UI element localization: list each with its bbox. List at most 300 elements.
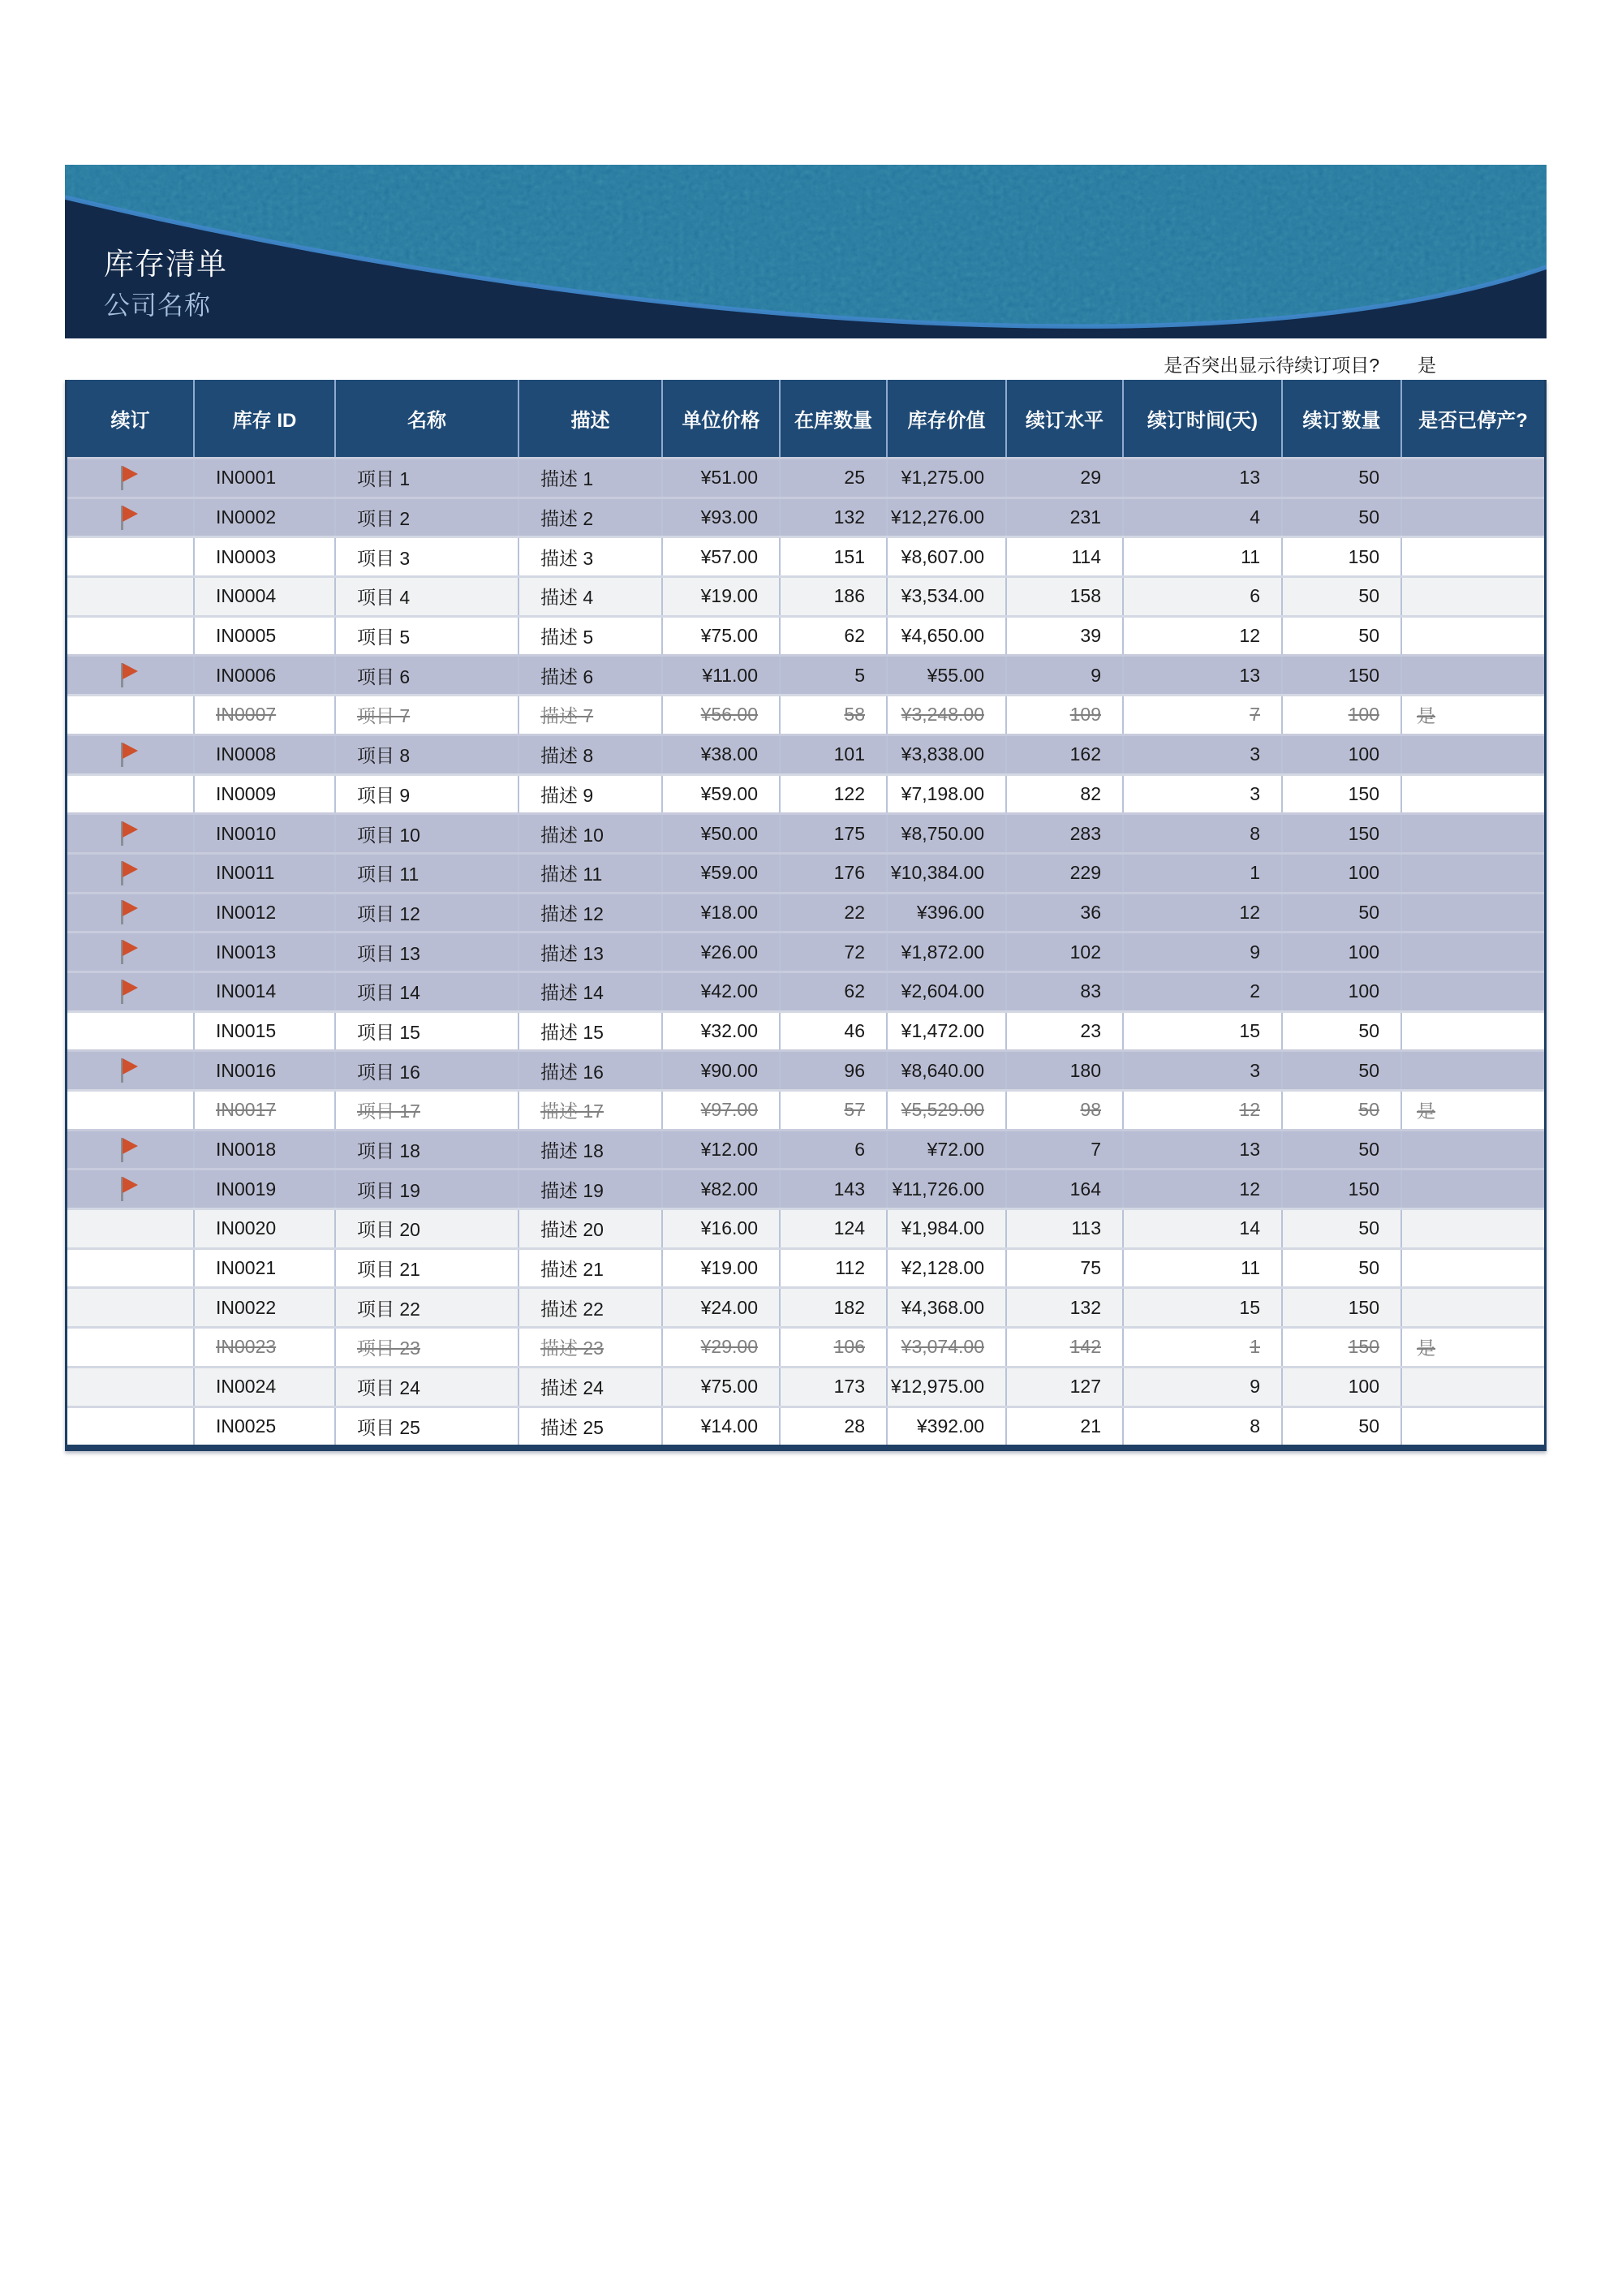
reorder-days-cell[interactable]: 15 xyxy=(1124,1013,1283,1050)
name-cell[interactable]: 项目 12 xyxy=(336,894,519,932)
discontinued-cell[interactable] xyxy=(1402,776,1544,813)
reorder-qty-cell[interactable]: 150 xyxy=(1283,815,1402,852)
inventory-value-cell[interactable]: ¥3,074.00 xyxy=(888,1329,1007,1366)
inventory-id-cell[interactable]: IN0020 xyxy=(195,1210,336,1247)
reorder-qty-cell[interactable]: 50 xyxy=(1283,894,1402,932)
inventory-id-cell[interactable]: IN0019 xyxy=(195,1170,336,1208)
reorder-qty-cell[interactable]: 50 xyxy=(1283,1210,1402,1247)
reorder-level-cell[interactable]: 23 xyxy=(1007,1013,1124,1050)
unit-price-cell[interactable]: ¥14.00 xyxy=(663,1408,781,1445)
reorder-days-cell[interactable]: 6 xyxy=(1124,578,1283,615)
name-cell[interactable]: 项目 1 xyxy=(336,459,519,497)
description-cell[interactable]: 描述 23 xyxy=(519,1329,663,1366)
discontinued-cell[interactable] xyxy=(1402,933,1544,971)
inventory-value-cell[interactable]: ¥1,984.00 xyxy=(888,1210,1007,1247)
discontinued-cell[interactable] xyxy=(1402,1368,1544,1406)
description-cell[interactable]: 描述 12 xyxy=(519,894,663,932)
qty-in-stock-cell[interactable]: 132 xyxy=(781,499,888,536)
qty-in-stock-cell[interactable]: 124 xyxy=(781,1210,888,1247)
reorder-days-cell[interactable]: 7 xyxy=(1124,696,1283,734)
inventory-id-cell[interactable]: IN0004 xyxy=(195,578,336,615)
reorder-level-cell[interactable]: 7 xyxy=(1007,1131,1124,1169)
reorder-flag-cell[interactable] xyxy=(67,1013,195,1050)
reorder-flag-cell[interactable] xyxy=(67,459,195,497)
reorder-level-cell[interactable]: 142 xyxy=(1007,1329,1124,1366)
reorder-qty-cell[interactable]: 50 xyxy=(1283,1408,1402,1445)
table-row xyxy=(67,1247,1544,1287)
unit-price-cell[interactable]: ¥90.00 xyxy=(663,1052,781,1089)
inventory-value-cell[interactable]: ¥10,384.00 xyxy=(888,855,1007,892)
qty-in-stock-cell[interactable]: 182 xyxy=(781,1289,888,1326)
name-cell[interactable]: 项目 21 xyxy=(336,1250,519,1287)
inventory-value-cell[interactable]: ¥1,472.00 xyxy=(888,1013,1007,1050)
discontinued-cell[interactable] xyxy=(1402,499,1544,536)
qty-in-stock-cell[interactable]: 173 xyxy=(781,1368,888,1406)
reorder-level-cell[interactable]: 83 xyxy=(1007,973,1124,1010)
description-cell[interactable]: 描述 7 xyxy=(519,696,663,734)
highlight-toggle-value[interactable]: 是 xyxy=(1418,355,1436,376)
reorder-qty-cell[interactable]: 150 xyxy=(1283,1289,1402,1326)
banner-art xyxy=(65,165,1547,338)
description-cell[interactable]: 描述 14 xyxy=(519,973,663,1010)
inventory-value-cell[interactable]: ¥396.00 xyxy=(888,894,1007,932)
discontinued-cell[interactable]: 是 xyxy=(1417,705,1435,727)
discontinued-cell[interactable] xyxy=(1402,1013,1544,1050)
reorder-days-cell[interactable]: 8 xyxy=(1124,815,1283,852)
reorder-qty-cell[interactable]: 50 xyxy=(1283,1052,1402,1089)
qty-in-stock-cell[interactable]: 112 xyxy=(781,1250,888,1287)
unit-price-cell[interactable]: ¥19.00 xyxy=(663,578,781,615)
inventory-id-cell[interactable]: IN0012 xyxy=(195,894,336,932)
unit-price-cell[interactable]: ¥59.00 xyxy=(663,776,781,813)
name-cell[interactable]: 项目 19 xyxy=(336,1170,519,1208)
reorder-qty-cell[interactable]: 150 xyxy=(1283,1170,1402,1208)
qty-in-stock-cell[interactable]: 6 xyxy=(781,1131,888,1169)
reorder-level-cell[interactable]: 231 xyxy=(1007,499,1124,536)
inventory-value-cell[interactable]: ¥11,726.00 xyxy=(888,1170,1007,1208)
discontinued-cell[interactable] xyxy=(1402,815,1544,852)
name-cell[interactable]: 项目 3 xyxy=(336,538,519,575)
table-row xyxy=(67,1168,1544,1208)
reorder-qty-cell[interactable]: 100 xyxy=(1283,973,1402,1010)
reorder-flag-cell[interactable] xyxy=(67,657,195,694)
reorder-days-cell[interactable]: 3 xyxy=(1124,1052,1283,1089)
inventory-value-cell[interactable]: ¥12,975.00 xyxy=(888,1368,1007,1406)
qty-in-stock-cell[interactable]: 151 xyxy=(781,538,888,575)
reorder-level-cell[interactable]: 102 xyxy=(1007,933,1124,971)
inventory-id-cell[interactable]: IN0021 xyxy=(195,1250,336,1287)
reorder-days-cell[interactable]: 12 xyxy=(1124,618,1283,655)
name-cell[interactable]: 项目 5 xyxy=(336,618,519,655)
reorder-qty-cell[interactable]: 100 xyxy=(1283,933,1402,971)
inventory-value-cell[interactable]: ¥55.00 xyxy=(888,657,1007,694)
discontinued-cell[interactable]: 是 xyxy=(1417,1101,1435,1122)
reorder-level-cell[interactable]: 9 xyxy=(1007,657,1124,694)
reorder-level-cell[interactable]: 29 xyxy=(1007,459,1124,497)
discontinued-cell[interactable] xyxy=(1402,1170,1544,1208)
name-cell[interactable]: 项目 9 xyxy=(336,776,519,813)
description-cell[interactable]: 描述 24 xyxy=(519,1368,663,1406)
reorder-qty-cell[interactable]: 100 xyxy=(1283,736,1402,773)
reorder-qty-cell[interactable]: 50 xyxy=(1283,1013,1402,1050)
reorder-flag-cell[interactable] xyxy=(67,1329,195,1366)
reorder-flag-cell[interactable] xyxy=(67,538,195,575)
reorder-qty-cell[interactable]: 50 xyxy=(1283,618,1402,655)
description-cell[interactable]: 描述 5 xyxy=(519,618,663,655)
reorder-days-cell[interactable]: 9 xyxy=(1124,1368,1283,1406)
name-cell[interactable]: 项目 15 xyxy=(336,1013,519,1050)
table-row xyxy=(67,457,1544,497)
inventory-id-cell[interactable]: IN0002 xyxy=(195,499,336,536)
col-header-inventory-value: 库存价值 xyxy=(888,380,1007,457)
inventory-value-cell[interactable]: ¥5,529.00 xyxy=(888,1092,1007,1129)
name-cell[interactable]: 项目 18 xyxy=(336,1131,519,1169)
description-cell[interactable]: 描述 18 xyxy=(519,1131,663,1169)
reorder-level-cell[interactable]: 158 xyxy=(1007,578,1124,615)
reorder-qty-cell[interactable]: 50 xyxy=(1283,459,1402,497)
reorder-qty-cell[interactable]: 150 xyxy=(1283,776,1402,813)
reorder-flag-cell[interactable] xyxy=(67,776,195,813)
reorder-level-cell[interactable]: 164 xyxy=(1007,1170,1124,1208)
reorder-flag-cell[interactable] xyxy=(67,1210,195,1247)
qty-in-stock-cell[interactable]: 28 xyxy=(781,1408,888,1445)
reorder-days-cell[interactable]: 13 xyxy=(1124,657,1283,694)
inventory-value-cell[interactable]: ¥8,607.00 xyxy=(888,538,1007,575)
unit-price-cell[interactable]: ¥42.00 xyxy=(663,973,781,1010)
description-cell[interactable]: 描述 15 xyxy=(519,1013,663,1050)
reorder-days-cell[interactable]: 1 xyxy=(1124,855,1283,892)
description-cell[interactable]: 描述 17 xyxy=(519,1092,663,1129)
name-cell[interactable]: 项目 23 xyxy=(336,1329,519,1366)
reorder-days-cell[interactable]: 12 xyxy=(1124,1170,1283,1208)
reorder-days-cell[interactable]: 9 xyxy=(1124,933,1283,971)
reorder-flag-cell[interactable] xyxy=(67,1408,195,1445)
inventory-value-cell[interactable]: ¥1,872.00 xyxy=(888,933,1007,971)
unit-price-cell[interactable]: ¥24.00 xyxy=(663,1289,781,1326)
name-cell[interactable]: 项目 17 xyxy=(336,1092,519,1129)
reorder-days-cell[interactable]: 2 xyxy=(1124,973,1283,1010)
qty-in-stock-cell[interactable]: 25 xyxy=(781,459,888,497)
table-row xyxy=(67,497,1544,536)
qty-in-stock-cell[interactable]: 122 xyxy=(781,776,888,813)
table-row xyxy=(67,1129,1544,1169)
inventory-id-cell[interactable]: IN0013 xyxy=(195,933,336,971)
discontinued-cell[interactable] xyxy=(1402,1131,1544,1169)
reorder-qty-cell[interactable]: 100 xyxy=(1283,1368,1402,1406)
description-cell[interactable]: 描述 22 xyxy=(519,1289,663,1326)
highlight-question-label: 是否突出显示待续订项目? xyxy=(1164,355,1379,376)
reorder-level-cell[interactable]: 82 xyxy=(1007,776,1124,813)
reorder-level-cell[interactable]: 113 xyxy=(1007,1210,1124,1247)
reorder-days-cell[interactable]: 3 xyxy=(1124,736,1283,773)
reorder-qty-cell[interactable]: 150 xyxy=(1283,657,1402,694)
inventory-value-cell[interactable]: ¥7,198.00 xyxy=(888,776,1007,813)
qty-in-stock-cell[interactable]: 57 xyxy=(781,1092,888,1129)
reorder-qty-cell[interactable]: 50 xyxy=(1283,1092,1402,1129)
inventory-id-cell[interactable]: IN0003 xyxy=(195,538,336,575)
reorder-qty-cell[interactable]: 150 xyxy=(1283,1329,1402,1366)
unit-price-cell[interactable]: ¥51.00 xyxy=(663,459,781,497)
discontinued-cell[interactable] xyxy=(1402,657,1544,694)
reorder-level-cell[interactable]: 75 xyxy=(1007,1250,1124,1287)
inventory-id-cell[interactable]: IN0011 xyxy=(195,855,336,892)
reorder-flag-cell[interactable] xyxy=(67,1250,195,1287)
qty-in-stock-cell[interactable]: 5 xyxy=(781,657,888,694)
unit-price-cell[interactable]: ¥82.00 xyxy=(663,1170,781,1208)
inventory-value-cell[interactable]: ¥4,368.00 xyxy=(888,1289,1007,1326)
inventory-id-cell[interactable]: IN0022 xyxy=(195,1289,336,1326)
reorder-days-cell[interactable]: 12 xyxy=(1124,894,1283,932)
inventory-id-cell[interactable]: IN0007 xyxy=(195,696,336,734)
inventory-value-cell[interactable]: ¥4,650.00 xyxy=(888,618,1007,655)
reorder-qty-cell[interactable]: 150 xyxy=(1283,538,1402,575)
discontinued-cell[interactable] xyxy=(1402,1250,1544,1287)
inventory-value-cell[interactable]: ¥72.00 xyxy=(888,1131,1007,1169)
name-cell[interactable]: 项目 20 xyxy=(336,1210,519,1247)
qty-in-stock-cell[interactable]: 22 xyxy=(781,894,888,932)
reorder-level-cell[interactable]: 229 xyxy=(1007,855,1124,892)
name-cell[interactable]: 项目 22 xyxy=(336,1289,519,1326)
inventory-id-cell[interactable]: IN0001 xyxy=(195,459,336,497)
inventory-value-cell[interactable]: ¥3,248.00 xyxy=(888,696,1007,734)
inventory-value-cell[interactable]: ¥2,128.00 xyxy=(888,1250,1007,1287)
discontinued-cell[interactable] xyxy=(1402,894,1544,932)
table-row xyxy=(67,1208,1544,1247)
inventory-id-cell[interactable]: IN0008 xyxy=(195,736,336,773)
discontinued-cell[interactable] xyxy=(1402,538,1544,575)
reorder-flag-cell[interactable] xyxy=(67,1368,195,1406)
reorder-days-cell[interactable]: 12 xyxy=(1124,1092,1283,1129)
reorder-flag-cell[interactable] xyxy=(67,578,195,615)
table-row xyxy=(67,575,1544,615)
unit-price-cell[interactable]: ¥29.00 xyxy=(663,1329,781,1366)
qty-in-stock-cell[interactable]: 58 xyxy=(781,696,888,734)
reorder-days-cell[interactable]: 14 xyxy=(1124,1210,1283,1247)
qty-in-stock-cell[interactable]: 143 xyxy=(781,1170,888,1208)
discontinued-cell[interactable] xyxy=(1402,1289,1544,1326)
name-cell[interactable]: 项目 10 xyxy=(336,815,519,852)
inventory-value-cell[interactable]: ¥8,640.00 xyxy=(888,1052,1007,1089)
discontinued-cell[interactable] xyxy=(1402,618,1544,655)
inventory-value-cell[interactable]: ¥3,838.00 xyxy=(888,736,1007,773)
inventory-id-cell[interactable]: IN0025 xyxy=(195,1408,336,1445)
inventory-id-cell[interactable]: IN0010 xyxy=(195,815,336,852)
reorder-level-cell[interactable]: 109 xyxy=(1007,696,1124,734)
reorder-flag-cell[interactable] xyxy=(67,1289,195,1326)
inventory-value-cell[interactable]: ¥3,534.00 xyxy=(888,578,1007,615)
reorder-flag-cell[interactable] xyxy=(67,736,195,773)
description-cell[interactable]: 描述 6 xyxy=(519,657,663,694)
reorder-level-cell[interactable]: 98 xyxy=(1007,1092,1124,1129)
table-row xyxy=(67,812,1544,852)
unit-price-cell[interactable]: ¥16.00 xyxy=(663,1210,781,1247)
reorder-flag-icon xyxy=(121,939,140,965)
reorder-qty-cell[interactable]: 50 xyxy=(1283,1131,1402,1169)
name-cell[interactable]: 项目 14 xyxy=(336,973,519,1010)
description-cell[interactable]: 描述 21 xyxy=(519,1250,663,1287)
reorder-flag-icon xyxy=(121,742,140,768)
table-row xyxy=(67,1089,1544,1129)
reorder-qty-cell[interactable]: 50 xyxy=(1283,578,1402,615)
reorder-days-cell[interactable]: 11 xyxy=(1124,1250,1283,1287)
reorder-flag-cell[interactable] xyxy=(67,973,195,1010)
inventory-id-cell[interactable]: IN0009 xyxy=(195,776,336,813)
reorder-days-cell[interactable]: 15 xyxy=(1124,1289,1283,1326)
inventory-value-cell[interactable]: ¥12,276.00 xyxy=(888,499,1007,536)
discontinued-cell[interactable] xyxy=(1402,973,1544,1010)
reorder-level-cell[interactable]: 180 xyxy=(1007,1052,1124,1089)
description-cell[interactable]: 描述 11 xyxy=(519,855,663,892)
inventory-id-cell[interactable]: IN0018 xyxy=(195,1131,336,1169)
reorder-flag-cell[interactable] xyxy=(67,499,195,536)
unit-price-cell[interactable]: ¥97.00 xyxy=(663,1092,781,1129)
unit-price-cell[interactable]: ¥56.00 xyxy=(663,696,781,734)
discontinued-cell[interactable] xyxy=(1402,1052,1544,1089)
reorder-flag-cell[interactable] xyxy=(67,1052,195,1089)
unit-price-cell[interactable]: ¥57.00 xyxy=(663,538,781,575)
table-header-row xyxy=(67,380,1544,457)
discontinued-cell[interactable] xyxy=(1402,578,1544,615)
unit-price-cell[interactable]: ¥19.00 xyxy=(663,1250,781,1287)
col-header-discontinued: 是否已停产? xyxy=(1418,410,1528,432)
unit-price-cell[interactable]: ¥32.00 xyxy=(663,1013,781,1050)
reorder-days-cell[interactable]: 13 xyxy=(1124,459,1283,497)
reorder-days-cell[interactable]: 1 xyxy=(1124,1329,1283,1366)
unit-price-cell[interactable]: ¥38.00 xyxy=(663,736,781,773)
unit-price-cell[interactable]: ¥12.00 xyxy=(663,1131,781,1169)
reorder-level-cell[interactable]: 132 xyxy=(1007,1289,1124,1326)
inventory-value-cell[interactable]: ¥392.00 xyxy=(888,1408,1007,1445)
reorder-flag-cell[interactable] xyxy=(67,1092,195,1129)
reorder-flag-cell[interactable] xyxy=(67,815,195,852)
reorder-flag-icon xyxy=(121,821,140,846)
col-header-reorder-days: 续订时间(天) xyxy=(1124,380,1283,457)
name-cell[interactable]: 项目 25 xyxy=(336,1408,519,1445)
reorder-days-cell[interactable]: 11 xyxy=(1124,538,1283,575)
inventory-id-cell[interactable]: IN0015 xyxy=(195,1013,336,1050)
inventory-id-cell[interactable]: IN0024 xyxy=(195,1368,336,1406)
reorder-days-cell[interactable]: 4 xyxy=(1124,499,1283,536)
description-cell[interactable]: 描述 10 xyxy=(519,815,663,852)
description-cell[interactable]: 描述 2 xyxy=(519,499,663,536)
reorder-level-cell[interactable]: 114 xyxy=(1007,538,1124,575)
inventory-value-cell[interactable]: ¥2,604.00 xyxy=(888,973,1007,1010)
qty-in-stock-cell[interactable]: 62 xyxy=(781,973,888,1010)
reorder-level-cell[interactable]: 162 xyxy=(1007,736,1124,773)
inventory-value-cell[interactable]: ¥8,750.00 xyxy=(888,815,1007,852)
qty-in-stock-cell[interactable]: 96 xyxy=(781,1052,888,1089)
inventory-value-cell[interactable]: ¥1,275.00 xyxy=(888,459,1007,497)
table-row xyxy=(67,1286,1544,1326)
unit-price-cell[interactable]: ¥75.00 xyxy=(663,1368,781,1406)
reorder-qty-cell[interactable]: 100 xyxy=(1283,855,1402,892)
reorder-qty-cell[interactable]: 100 xyxy=(1283,696,1402,734)
qty-in-stock-cell[interactable]: 175 xyxy=(781,815,888,852)
reorder-flag-cell[interactable] xyxy=(67,894,195,932)
table-row xyxy=(67,971,1544,1010)
reorder-qty-cell[interactable]: 50 xyxy=(1283,1250,1402,1287)
unit-price-cell[interactable]: ¥93.00 xyxy=(663,499,781,536)
reorder-level-cell[interactable]: 127 xyxy=(1007,1368,1124,1406)
reorder-flag-cell[interactable] xyxy=(67,1131,195,1169)
inventory-id-cell[interactable]: IN0014 xyxy=(195,973,336,1010)
col-header-reorder: 续订 xyxy=(67,380,195,457)
qty-in-stock-cell[interactable]: 186 xyxy=(781,578,888,615)
name-cell[interactable]: 项目 7 xyxy=(336,696,519,734)
name-cell[interactable]: 项目 2 xyxy=(336,499,519,536)
inventory-id-cell[interactable]: IN0017 xyxy=(195,1092,336,1129)
qty-in-stock-cell[interactable]: 72 xyxy=(781,933,888,971)
reorder-level-cell[interactable]: 283 xyxy=(1007,815,1124,852)
col-header-name: 名称 xyxy=(336,380,519,457)
unit-price-cell[interactable]: ¥26.00 xyxy=(663,933,781,971)
reorder-level-cell[interactable]: 36 xyxy=(1007,894,1124,932)
discontinued-cell[interactable] xyxy=(1402,459,1544,497)
name-cell[interactable]: 项目 6 xyxy=(336,657,519,694)
description-cell[interactable]: 描述 8 xyxy=(519,736,663,773)
unit-price-cell[interactable]: ¥59.00 xyxy=(663,855,781,892)
reorder-flag-icon xyxy=(121,1058,140,1083)
discontinued-cell[interactable] xyxy=(1402,1210,1544,1247)
inventory-id-cell[interactable]: IN0006 xyxy=(195,657,336,694)
reorder-flag-cell[interactable] xyxy=(67,696,195,734)
name-cell[interactable]: 项目 13 xyxy=(336,933,519,971)
description-cell[interactable]: 描述 20 xyxy=(519,1210,663,1247)
qty-in-stock-cell[interactable]: 62 xyxy=(781,618,888,655)
reorder-days-cell[interactable]: 13 xyxy=(1124,1131,1283,1169)
description-cell[interactable]: 描述 1 xyxy=(519,459,663,497)
reorder-days-cell[interactable]: 8 xyxy=(1124,1408,1283,1445)
reorder-qty-cell[interactable]: 50 xyxy=(1283,499,1402,536)
unit-price-cell[interactable]: ¥18.00 xyxy=(663,894,781,932)
reorder-flag-cell[interactable] xyxy=(67,618,195,655)
description-cell[interactable]: 描述 16 xyxy=(519,1052,663,1089)
description-cell[interactable]: 描述 19 xyxy=(519,1170,663,1208)
qty-in-stock-cell[interactable]: 176 xyxy=(781,855,888,892)
qty-in-stock-cell[interactable]: 46 xyxy=(781,1013,888,1050)
qty-in-stock-cell[interactable]: 106 xyxy=(781,1329,888,1366)
reorder-level-cell[interactable]: 39 xyxy=(1007,618,1124,655)
description-cell[interactable]: 描述 13 xyxy=(519,933,663,971)
reorder-days-cell[interactable]: 3 xyxy=(1124,776,1283,813)
description-cell[interactable]: 描述 25 xyxy=(519,1408,663,1445)
reorder-level-cell[interactable]: 21 xyxy=(1007,1408,1124,1445)
inventory-id-cell[interactable]: IN0005 xyxy=(195,618,336,655)
reorder-flag-cell[interactable] xyxy=(67,933,195,971)
unit-price-cell[interactable]: ¥11.00 xyxy=(663,657,781,694)
inventory-id-cell[interactable]: IN0023 xyxy=(195,1329,336,1366)
unit-price-cell[interactable]: ¥50.00 xyxy=(663,815,781,852)
discontinued-cell[interactable] xyxy=(1402,736,1544,773)
discontinued-cell[interactable]: 是 xyxy=(1417,1338,1435,1359)
unit-price-cell[interactable]: ¥75.00 xyxy=(663,618,781,655)
inventory-id-cell[interactable]: IN0016 xyxy=(195,1052,336,1089)
description-cell[interactable]: 描述 3 xyxy=(519,538,663,575)
reorder-flag-cell[interactable] xyxy=(67,1170,195,1208)
name-cell[interactable]: 项目 8 xyxy=(336,736,519,773)
table-row xyxy=(67,1406,1544,1445)
description-cell[interactable]: 描述 9 xyxy=(519,776,663,813)
qty-in-stock-cell[interactable]: 101 xyxy=(781,736,888,773)
discontinued-cell[interactable] xyxy=(1402,1408,1544,1445)
name-cell[interactable]: 项目 11 xyxy=(336,855,519,892)
discontinued-cell[interactable] xyxy=(1402,855,1544,892)
reorder-flag-cell[interactable] xyxy=(67,855,195,892)
description-cell[interactable]: 描述 4 xyxy=(519,578,663,615)
name-cell[interactable]: 项目 16 xyxy=(336,1052,519,1089)
name-cell[interactable]: 项目 4 xyxy=(336,578,519,615)
name-cell[interactable]: 项目 24 xyxy=(336,1368,519,1406)
